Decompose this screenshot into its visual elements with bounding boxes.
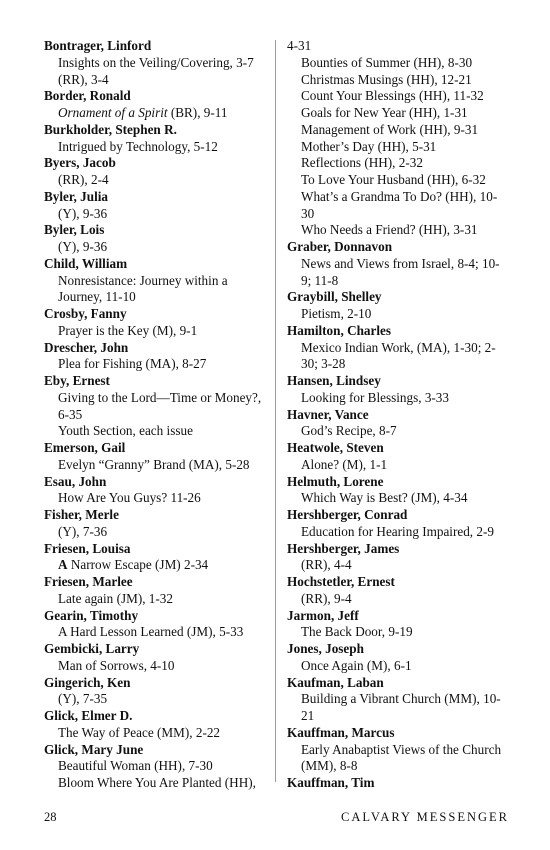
- author-name: Friesen, Marlee: [44, 574, 133, 589]
- author-name: Hochstetler, Ernest: [287, 574, 395, 589]
- article-entry: [287, 172, 509, 189]
- entry-text: Narrow Escape (JM) 2-34: [67, 557, 209, 573]
- article-entry: [44, 323, 268, 340]
- entry-text: To Love Your Husband (HH), 6-32: [301, 172, 486, 187]
- entry-text: Bloom Where You Are Planted (HH),: [58, 775, 256, 790]
- article-entry: [44, 423, 268, 440]
- author-name: Border, Ronald: [44, 88, 131, 104]
- entry-text: Bounties of Summer (HH), 8-30: [301, 54, 473, 70]
- entry-text: Nonresistance: Journey within a Journey, 11-10: [58, 272, 228, 305]
- author-name: Kauffman, Marcus: [287, 724, 395, 740]
- entry-text: (RR), 2-4: [58, 172, 109, 187]
- author-name: Esau, John: [44, 473, 107, 489]
- entry-text: Prayer is the Key (M), 9-1: [58, 322, 198, 338]
- entry-text: Looking for Blessings, 3-33: [301, 389, 449, 405]
- entry-text: (BR), 9-11: [167, 105, 228, 120]
- author-name: Gearin, Timothy: [44, 607, 139, 623]
- entry-text: Which Way is Best? (JM), 4-34: [301, 490, 468, 506]
- article-entry: [44, 206, 268, 223]
- entry-text: God’s Recipe, 8-7: [301, 423, 397, 439]
- entry-text: Plea for Fishing (MA), 8-27: [58, 356, 207, 372]
- entry-text: Reflections (HH), 2-32: [301, 155, 423, 171]
- entry-text: The Way of Peace (MM), 2-22: [58, 724, 221, 740]
- entry-text: Giving to the Lord—Time or Money?, 6-35: [58, 389, 262, 422]
- article-entry: [287, 524, 509, 541]
- author-name: Gembicki, Larry: [44, 641, 140, 656]
- article-entry: [287, 742, 509, 776]
- article-entry: [44, 624, 268, 641]
- author-name: Helmuth, Lorene: [287, 473, 384, 489]
- article-entry: [287, 155, 509, 172]
- entry-text: Pietism, 2-10: [301, 306, 372, 321]
- entry-text: Count Your Blessings (HH), 11-32: [301, 88, 484, 104]
- author-name: Friesen, Louisa: [44, 540, 131, 556]
- entry-text: Insights on the Veiling/Covering, 3-7 (RR), 3-4: [58, 54, 254, 87]
- article-entry: [44, 139, 268, 156]
- entry-text: How Are You Guys? 11-26: [58, 490, 201, 506]
- author-name: Heatwole, Steven: [287, 440, 384, 455]
- article-entry: [44, 524, 268, 541]
- article-entry: [44, 105, 268, 122]
- magazine-title: CALVARY MESSENGER: [341, 810, 509, 824]
- author-name: Crosby, Fanny: [44, 306, 127, 321]
- article-entry: [287, 490, 509, 507]
- article-entry: [44, 172, 268, 189]
- article-entry: [44, 658, 268, 675]
- article-entry: [44, 758, 268, 775]
- author-name: Child, William: [44, 255, 128, 271]
- author-name: Kaufman, Laban: [287, 674, 384, 690]
- author-name: Jarmon, Jeff: [287, 607, 359, 623]
- author-name: Kauffman, Tim: [287, 775, 375, 790]
- article-entry: [287, 55, 509, 72]
- entry-text: Intrigued by Technology, 5-12: [58, 138, 218, 154]
- entry-text: (Y), 9-36: [58, 205, 108, 221]
- author-name: Bontrager, Linford: [44, 38, 152, 53]
- article-entry: [44, 725, 268, 742]
- entry-text: Late again (JM), 1-32: [58, 590, 173, 606]
- entry-text: (Y), 9-36: [58, 239, 108, 254]
- entry-continuation: 4-31: [287, 38, 312, 53]
- index-column-left: [44, 38, 268, 792]
- article-entry: [44, 55, 268, 89]
- article-entry: [287, 122, 509, 139]
- author-name: Jones, Joseph: [287, 641, 364, 656]
- entry-text: Man of Sorrows, 4-10: [58, 657, 175, 673]
- author-name: Graber, Donnavon: [287, 239, 393, 254]
- article-entry: [287, 591, 509, 608]
- entry-text: Building a Vibrant Church (MM), 10-21: [301, 691, 501, 723]
- article-entry: [287, 624, 509, 641]
- author-name: Gingerich, Ken: [44, 674, 131, 690]
- author-name: Hamilton, Charles: [287, 322, 392, 338]
- entry-text: Who Needs a Friend? (HH), 3-31: [301, 222, 478, 238]
- entry-text: Management of Work (HH), 9-31: [301, 121, 479, 137]
- book-title: Ornament of a Spirit: [58, 105, 168, 120]
- article-entry: [287, 88, 509, 105]
- article-entry: [287, 658, 509, 675]
- author-name: Eby, Ernest: [44, 373, 110, 388]
- author-name: Emerson, Gail: [44, 440, 126, 455]
- entry-text: (RR), 9-4: [301, 590, 352, 606]
- entry-text: Education for Hearing Impaired, 2-9: [301, 523, 494, 539]
- entry-text: Early Anabaptist Views of the Church (MM), 8-8: [301, 741, 502, 774]
- article-entry: [287, 691, 509, 725]
- author-name: Burkholder, Stephen R.: [44, 121, 177, 137]
- article-entry: [287, 105, 509, 122]
- entry-text: What’s a Grandma To Do? (HH), 10-30: [301, 188, 498, 221]
- entry-text: The Back Door, 9-19: [301, 624, 413, 640]
- article-entry: [44, 775, 268, 792]
- author-name: Glick, Mary June: [44, 741, 144, 757]
- article-entry: [287, 189, 509, 223]
- author-name: Drescher, John: [44, 339, 129, 355]
- entry-text: Evelyn “Granny” Brand (MA), 5-28: [58, 456, 250, 472]
- article-entry: [287, 256, 509, 290]
- article-entry: [287, 390, 509, 407]
- entry-text: Christmas Musings (HH), 12-21: [301, 71, 472, 87]
- entry-lead: A: [58, 557, 68, 573]
- article-entry: [287, 139, 509, 156]
- author-name: Hershberger, James: [287, 540, 400, 556]
- article-entry: [44, 356, 268, 373]
- article-entry: [287, 222, 509, 239]
- author-name: Hansen, Lindsey: [287, 373, 381, 388]
- article-entry: [44, 457, 268, 474]
- author-name: Graybill, Shelley: [287, 289, 382, 305]
- page-number: 28: [44, 810, 57, 824]
- article-entry: [44, 557, 268, 574]
- column-divider: [275, 40, 276, 782]
- index-column-right: [287, 38, 509, 792]
- entry-text: Mother’s Day (HH), 5-31: [301, 138, 437, 154]
- author-name: Hershberger, Conrad: [287, 507, 408, 522]
- author-name: Byler, Lois: [44, 222, 105, 238]
- article-entry: [287, 557, 509, 574]
- entry-text: Youth Section, each issue: [58, 423, 193, 439]
- article-entry: [44, 273, 268, 307]
- entry-text: (Y), 7-35: [58, 691, 108, 707]
- author-name: Havner, Vance: [287, 406, 369, 422]
- entry-text: Beautiful Woman (HH), 7-30: [58, 758, 213, 774]
- author-name: Glick, Elmer D.: [44, 708, 133, 723]
- article-entry: [44, 591, 268, 608]
- entry-text: A Hard Lesson Learned (JM), 5-33: [58, 624, 244, 640]
- entry-text: Mexico Indian Work, (MA), 1-30; 2-30; 3-28: [301, 339, 496, 372]
- entry-text: Once Again (M), 6-1: [301, 657, 412, 673]
- entry-text: (Y), 7-36: [58, 523, 108, 539]
- entry-text: Goals for New Year (HH), 1-31: [301, 105, 468, 120]
- author-name: Byler, Julia: [44, 188, 108, 204]
- article-entry: [44, 691, 268, 708]
- article-entry: [287, 306, 509, 323]
- article-entry: [287, 72, 509, 89]
- entry-text: Alone? (M), 1-1: [301, 456, 388, 472]
- article-entry: [44, 239, 268, 256]
- article-entry: [287, 340, 509, 374]
- article-entry: [44, 390, 268, 424]
- entry-text: News and Views from Israel, 8-4; 10-9; 11-8: [301, 255, 500, 288]
- author-name: Byers, Jacob: [44, 155, 116, 171]
- article-entry: [287, 457, 509, 474]
- author-name: Fisher, Merle: [44, 507, 119, 522]
- article-entry: [44, 490, 268, 507]
- article-entry: [287, 423, 509, 440]
- entry-text: (RR), 4-4: [301, 557, 352, 573]
